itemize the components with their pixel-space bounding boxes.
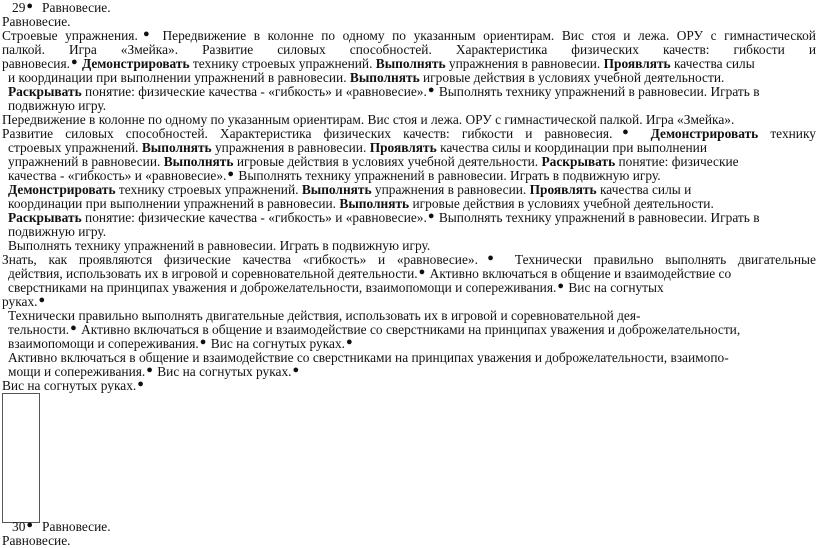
text-segment: упражнений в равновесии. bbox=[8, 154, 164, 169]
text-segment: мощи и сопереживания. bbox=[8, 364, 146, 379]
text-segment: качества силы и координации при выполнении bbox=[436, 140, 708, 155]
text-segment: Вис на согнутых руках. bbox=[2, 378, 137, 393]
slide-subtitle: Равновесие. bbox=[2, 14, 71, 29]
bullet-icon: ● bbox=[418, 266, 426, 278]
text-segment: упражнения в равновесии. bbox=[371, 182, 530, 197]
bullet-icon: ● bbox=[427, 84, 435, 96]
text-segment: сверстниками на принципах уважения и доброжелательности, взаимопомощи и сопереживания. bbox=[8, 280, 557, 295]
keyword: Выполнять bbox=[301, 182, 372, 197]
text-segment: технику строевых упражнений. bbox=[189, 56, 376, 71]
text-line: Передвижение в колонне по одному по указанным ориентирам. Вис стоя и лежа. ОРУ с гимнастической палкой. Игра «Змейка». bbox=[2, 112, 735, 127]
bullet-icon: ● bbox=[478, 252, 503, 264]
text-segment: тельности. bbox=[8, 322, 70, 337]
keyword: Выполнять bbox=[163, 154, 234, 169]
keyword: Проявлять bbox=[369, 140, 437, 155]
empty-table-cell bbox=[2, 393, 40, 523]
text-segment: упражнения в равновесии. bbox=[445, 56, 604, 71]
bullet-icon: ● bbox=[427, 210, 435, 222]
keyword: Выполнять bbox=[339, 196, 410, 211]
text-segment: Знать, как проявляются физические качества «гибкость» и «равновесие». bbox=[2, 252, 478, 267]
bullet-icon: ● bbox=[26, 0, 34, 12]
keyword: Проявлять bbox=[529, 182, 597, 197]
text-segment: качества силы и bbox=[596, 182, 692, 197]
text-line: палкой. Игра «Змейка». Развитие силовых способностей. Характеристика физических качеств: гибкости и bbox=[2, 42, 816, 57]
bullet-icon: ● bbox=[70, 56, 78, 68]
text-line: Активно включаться в общение и взаимодействие со сверстниками на принципах уважения и доброжелательности, взаимопо- bbox=[8, 350, 729, 365]
text-line bbox=[8, 85, 760, 100]
text-segment: упражнения в равновесии. bbox=[211, 140, 370, 155]
text-segment: Активно включаться в общение и взаимодействие со bbox=[426, 266, 732, 281]
text-segment: Вис на согнутых руках. bbox=[153, 364, 292, 379]
text-segment: Строевые упражнения. bbox=[2, 28, 138, 43]
text-line: Технически правильно выполнять двигательные действия, использовать их в игровой и соревновательной дея- bbox=[8, 308, 641, 323]
text-segment: взаимопомощи и сопереживания. bbox=[8, 336, 199, 351]
slide-title: Равновесие. bbox=[42, 519, 111, 534]
bullet-icon: ● bbox=[292, 364, 300, 376]
keyword: Раскрывать bbox=[8, 210, 82, 225]
text-segment: координации при выполнении упражнений в равновесии. bbox=[8, 196, 340, 211]
text-segment: игровые действия в условиях учебной деятельности. bbox=[233, 154, 542, 169]
bullet-icon: ● bbox=[138, 28, 154, 40]
keyword: Демонстрировать bbox=[81, 56, 190, 71]
text-segment: Выполнять технику упражнений в равновесии. Играть в bbox=[435, 210, 760, 225]
text-segment: действия, использовать их в игровой и соревновательной деятельности. bbox=[8, 266, 418, 281]
bullet-icon: ● bbox=[557, 280, 564, 292]
text-segment: и координации при выполнении упражнений в равновесии. bbox=[8, 70, 350, 85]
bullet-icon: ● bbox=[26, 519, 34, 531]
bullet-icon: ● bbox=[38, 294, 46, 306]
text-segment: игровые действия в условиях учебной деятельности. bbox=[409, 196, 714, 211]
text-segment: строевых упражнений. bbox=[8, 140, 142, 155]
text-line: подвижную игру. bbox=[8, 98, 107, 113]
text-segment: понятие: физические качества - «гибкость» и «равновесие». bbox=[81, 210, 427, 225]
text-segment: Выполнять технику упражнений в равновесии. Играть в bbox=[435, 84, 760, 99]
text-segment: равновесия. bbox=[2, 56, 70, 71]
text-line: подвижную игру. bbox=[8, 224, 107, 239]
bullet-icon: ● bbox=[137, 378, 144, 390]
keyword: Выполнять bbox=[141, 140, 212, 155]
text-segment: Технически правильно выполнять двигательные bbox=[503, 252, 816, 267]
slide-title: Равновесие. bbox=[42, 0, 111, 15]
keyword: Демонстрировать bbox=[8, 182, 116, 197]
text-segment: игровые действия в условиях учебной деятельности. bbox=[419, 70, 725, 85]
bullet-icon: ● bbox=[146, 364, 153, 376]
bullet-icon: ● bbox=[227, 168, 235, 180]
text-segment: Развитие силовых способностей. Характеристика физических качеств: гибкости и равновесия. bbox=[2, 126, 613, 141]
keyword: Выполнять bbox=[375, 56, 446, 71]
bullet-icon: ● bbox=[199, 336, 207, 348]
keyword: Проявлять bbox=[603, 56, 671, 71]
keyword: Раскрывать bbox=[8, 84, 82, 99]
text-segment: Выполнять технику упражнений в равновесии. Играть в подвижную игру. bbox=[235, 168, 661, 183]
text-segment: понятие: физические bbox=[615, 154, 739, 169]
text-segment: качества - «гибкость» и «равновесие». bbox=[8, 168, 227, 183]
text-segment: Передвижение в колонне по одному по указанным ориентирам. Вис стоя и лежа. ОРУ с гимнастической bbox=[162, 28, 816, 43]
text-segment: технику bbox=[758, 126, 816, 141]
text-segment: технику строевых упражнений. bbox=[115, 182, 302, 197]
bullet-icon: ● bbox=[613, 126, 638, 138]
keyword: Демонстрировать bbox=[650, 126, 759, 141]
text-line bbox=[8, 211, 760, 226]
text-segment: понятие: физические качества - «гибкость» и «равновесие». bbox=[81, 84, 427, 99]
bullet-icon: ● bbox=[346, 336, 353, 348]
keyword: Раскрывать bbox=[541, 154, 616, 169]
bullet-icon: ● bbox=[70, 322, 77, 334]
slide-subtitle: Равновесие. bbox=[2, 533, 71, 548]
slide-number: 29 bbox=[12, 0, 26, 15]
text-segment: руках. bbox=[2, 294, 38, 309]
keyword: Выполнять bbox=[349, 70, 420, 85]
text-segment: Вис на согнутых bbox=[565, 280, 664, 295]
paragraph-4: Выполнять технику упражнений в равновесии. Играть в подвижную игру. bbox=[8, 238, 431, 253]
text-line bbox=[8, 281, 664, 296]
text-segment: качества силы bbox=[670, 56, 755, 71]
text-segment: Вис на согнутых руках. bbox=[207, 336, 345, 351]
slide-number: 30 bbox=[12, 519, 26, 534]
text-segment: Активно включаться в общение и взаимодействие со сверстниками на принципах уважения и доброжелательности, bbox=[77, 322, 741, 337]
